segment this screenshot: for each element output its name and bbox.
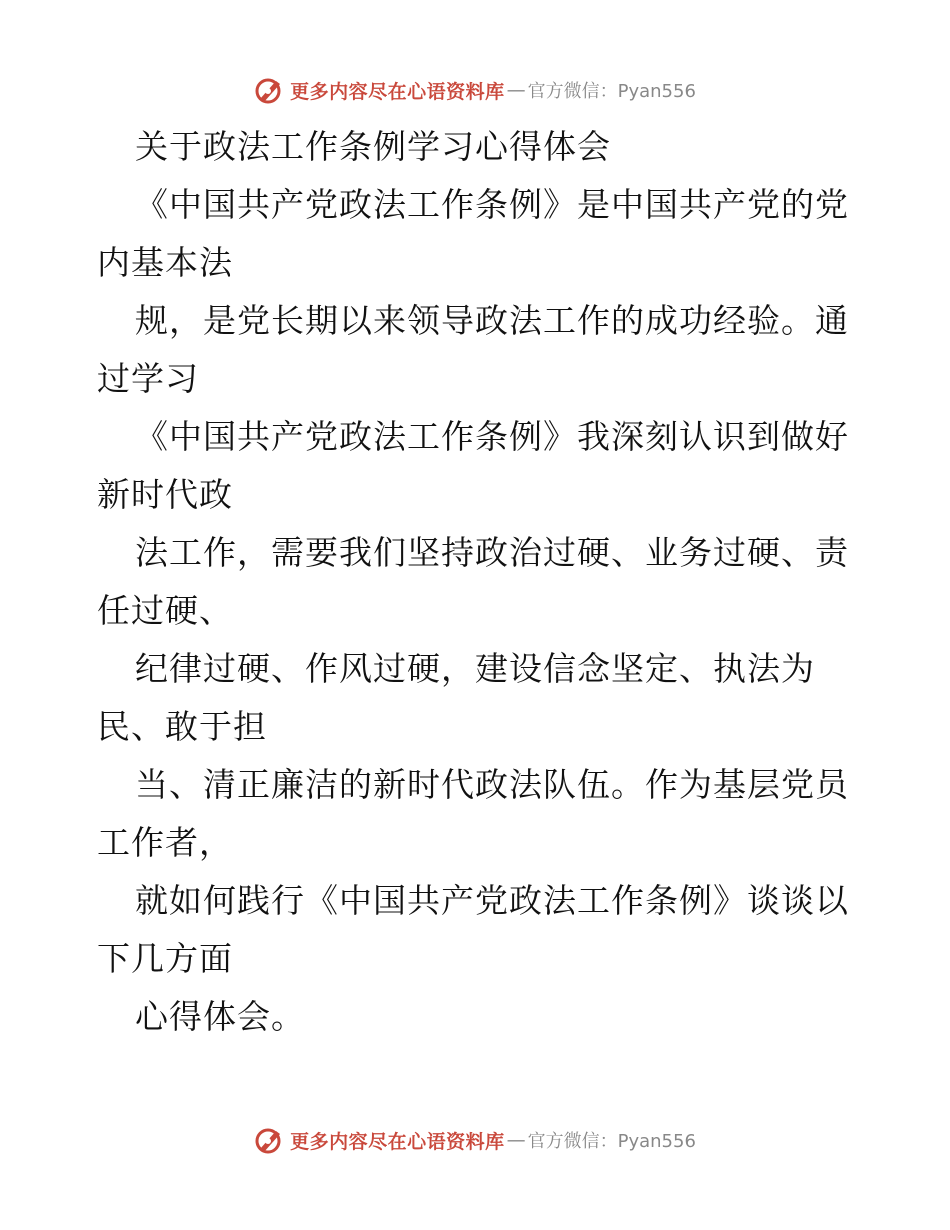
doc-line: 工作者， [97, 823, 233, 862]
doc-line: 纪律过硬、作风过硬，建设信念坚定、执法为 [135, 649, 815, 688]
doc-line: 下几方面 [97, 939, 233, 978]
header-separator: — [506, 79, 526, 101]
doc-line: 任过硬、 [97, 591, 233, 630]
doc-line: 民、敢于担 [97, 707, 267, 746]
doc-line: 心得体会。 [135, 997, 305, 1036]
footer-wechat-text: 官方微信：Pyan556 [527, 1131, 696, 1152]
doc-line: 过学习 [97, 359, 199, 398]
doc-title: 关于政法工作条例学习心得体会 [135, 127, 611, 166]
footer-banner [0, 1120, 950, 1160]
doc-line: 规，是党长期以来领导政法工作的成功经验。通 [135, 301, 849, 340]
pen-logo-icon [254, 1125, 284, 1155]
header-wechat-text: 官方微信：Pyan556 [527, 81, 696, 102]
doc-line: 内基本法 [97, 243, 233, 282]
document-body [97, 118, 857, 1046]
doc-line: 新时代政 [97, 475, 233, 514]
doc-line: 当、清正廉洁的新时代政法队伍。作为基层党员 [135, 765, 849, 804]
doc-line: 法工作，需要我们坚持政治过硬、业务过硬、责 [135, 533, 849, 572]
doc-line: 就如何践行《中国共产党政法工作条例》谈谈以 [135, 881, 849, 920]
doc-line: 《中国共产党政法工作条例》我深刻认识到做好 [135, 417, 849, 456]
header-brand-text: 更多内容尽在心语资料库 [290, 80, 505, 103]
pen-logo-icon [254, 75, 284, 105]
footer-brand-text: 更多内容尽在心语资料库 [290, 1130, 505, 1153]
footer-separator: — [506, 1129, 526, 1151]
header-banner [0, 70, 950, 110]
doc-line: 《中国共产党政法工作条例》是中国共产党的党 [135, 185, 849, 224]
